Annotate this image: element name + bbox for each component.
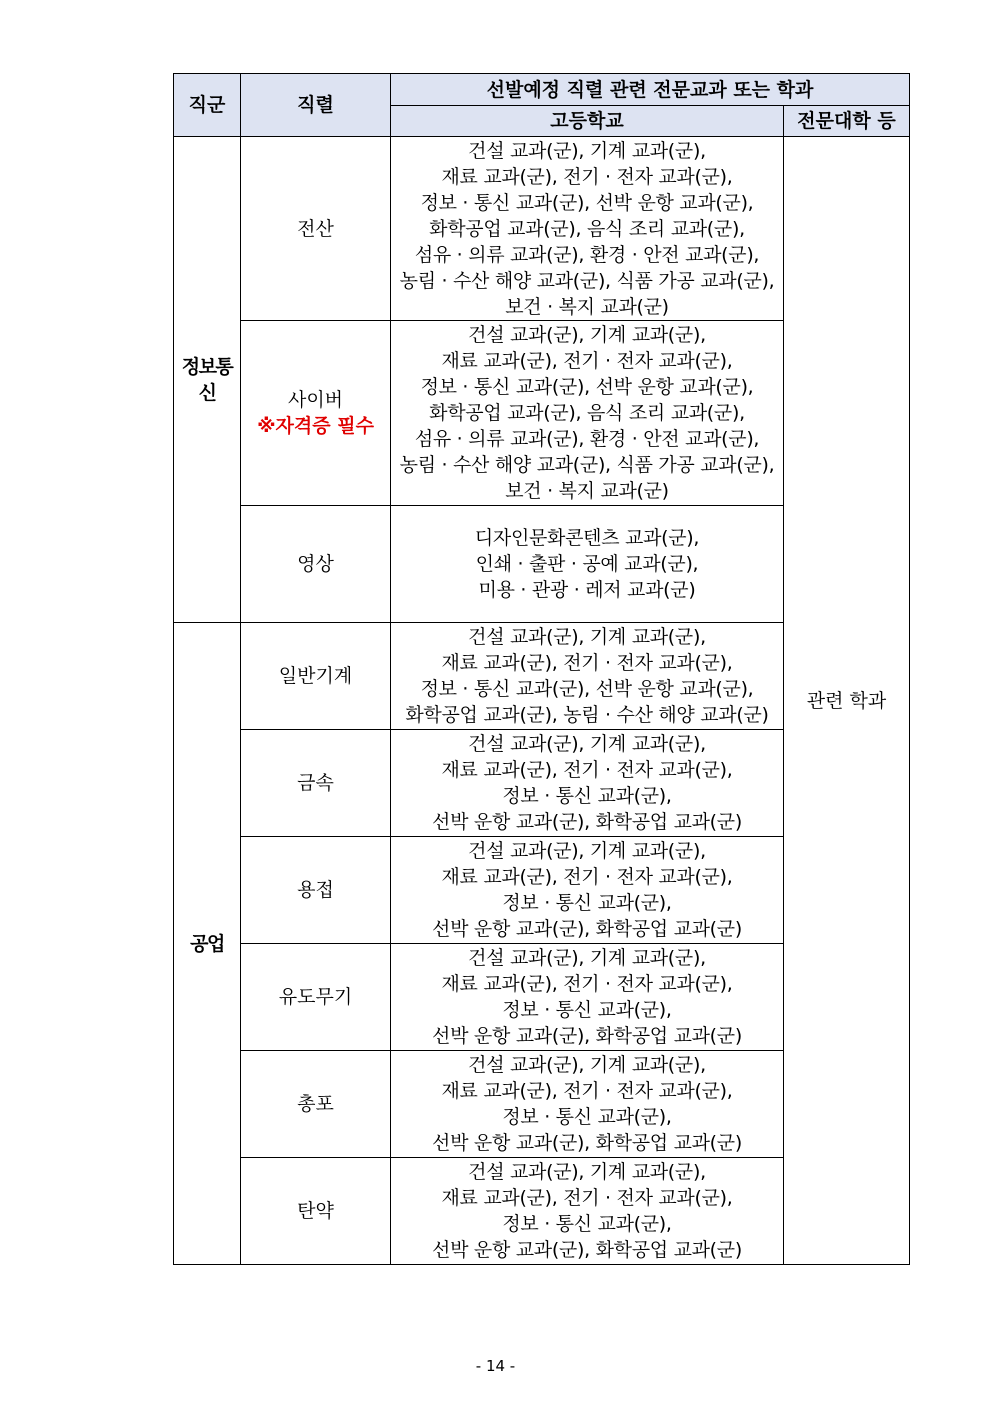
group-industry: 공업	[174, 623, 241, 1265]
header-related: 선발예정 직렬 관련 전문교과 또는 학과	[391, 74, 910, 106]
position-name: 유도무기	[278, 986, 353, 1008]
position-name: 탄약	[297, 1200, 334, 1222]
position-name: 용접	[297, 879, 334, 901]
subjects-cell: 건설 교과(군), 기계 교과(군), 재료 교과(군), 전기 · 전자 교과(군), 정보 · 통신 교과(군), 선박 운항 교과(군), 화학공업 교과(군), 음식 조리 교과(군), 섬유 · 의류 교과(군), 환경 · 안전 교과(군), 농림 · 수산 해양 교과(군), 식품 가공 교과(군), 보건 · 복지 교과(군)	[391, 321, 784, 506]
header-group: 직군	[174, 74, 241, 137]
page-number: - 14 -	[475, 1357, 516, 1375]
header-highschool: 고등학교	[391, 106, 784, 137]
position-cell	[241, 944, 391, 1051]
subjects-cell: 건설 교과(군), 기계 교과(군), 재료 교과(군), 전기 · 전자 교과(군), 정보 · 통신 교과(군), 선박 운항 교과(군), 화학공업 교과(군)	[391, 944, 784, 1051]
position-cell	[241, 506, 391, 623]
position-name: 영상	[297, 553, 334, 575]
subjects-cell: 건설 교과(군), 기계 교과(군), 재료 교과(군), 전기 · 전자 교과(군), 정보 · 통신 교과(군), 선박 운항 교과(군), 화학공업 교과(군)	[391, 730, 784, 837]
position-name: 총포	[297, 1093, 334, 1115]
position-name: 사이버	[287, 389, 344, 411]
requirement-note: ※자격증 필수	[257, 415, 374, 437]
position-name: 금속	[297, 772, 334, 794]
subjects-cell: 건설 교과(군), 기계 교과(군), 재료 교과(군), 전기 · 전자 교과(군), 정보 · 통신 교과(군), 선박 운항 교과(군), 화학공업 교과(군), 음식 조리 교과(군), 섬유 · 의류 교과(군), 환경 · 안전 교과(군), 농림 · 수산 해양 교과(군), 식품 가공 교과(군), 보건 · 복지 교과(군)	[391, 137, 784, 321]
subjects-cell: 디자인문화콘텐츠 교과(군), 인쇄 · 출판 · 공예 교과(군), 미용 · 관광 · 레저 교과(군)	[391, 506, 784, 623]
position-cell	[241, 321, 391, 506]
position-name: 전산	[297, 217, 334, 240]
subjects-cell: 건설 교과(군), 기계 교과(군), 재료 교과(군), 전기 · 전자 교과(군), 정보 · 통신 교과(군), 선박 운항 교과(군), 화학공업 교과(군)	[391, 1158, 784, 1265]
group-info-comm: 정보통신	[174, 137, 241, 623]
position-cell	[241, 837, 391, 944]
position-cell	[241, 1051, 391, 1158]
header-position: 직렬	[241, 74, 391, 137]
position-cell	[241, 137, 391, 321]
college-cell: 관련 학과	[784, 137, 910, 1265]
subjects-cell: 건설 교과(군), 기계 교과(군), 재료 교과(군), 전기 · 전자 교과(군), 정보 · 통신 교과(군), 선박 운항 교과(군), 화학공업 교과(군)	[391, 1051, 784, 1158]
subjects-cell: 건설 교과(군), 기계 교과(군), 재료 교과(군), 전기 · 전자 교과(군), 정보 · 통신 교과(군), 선박 운항 교과(군), 화학공업 교과(군)	[391, 837, 784, 944]
position-name: 일반기계	[278, 665, 353, 687]
recruitment-table	[173, 73, 910, 1265]
position-cell	[241, 623, 391, 730]
position-cell	[241, 1158, 391, 1265]
subjects-cell: 건설 교과(군), 기계 교과(군), 재료 교과(군), 전기 · 전자 교과(군), 정보 · 통신 교과(군), 선박 운항 교과(군), 화학공업 교과(군), 농림 · 수산 해양 교과(군)	[391, 623, 784, 730]
header-college: 전문대학 등	[784, 106, 910, 137]
position-cell	[241, 730, 391, 837]
